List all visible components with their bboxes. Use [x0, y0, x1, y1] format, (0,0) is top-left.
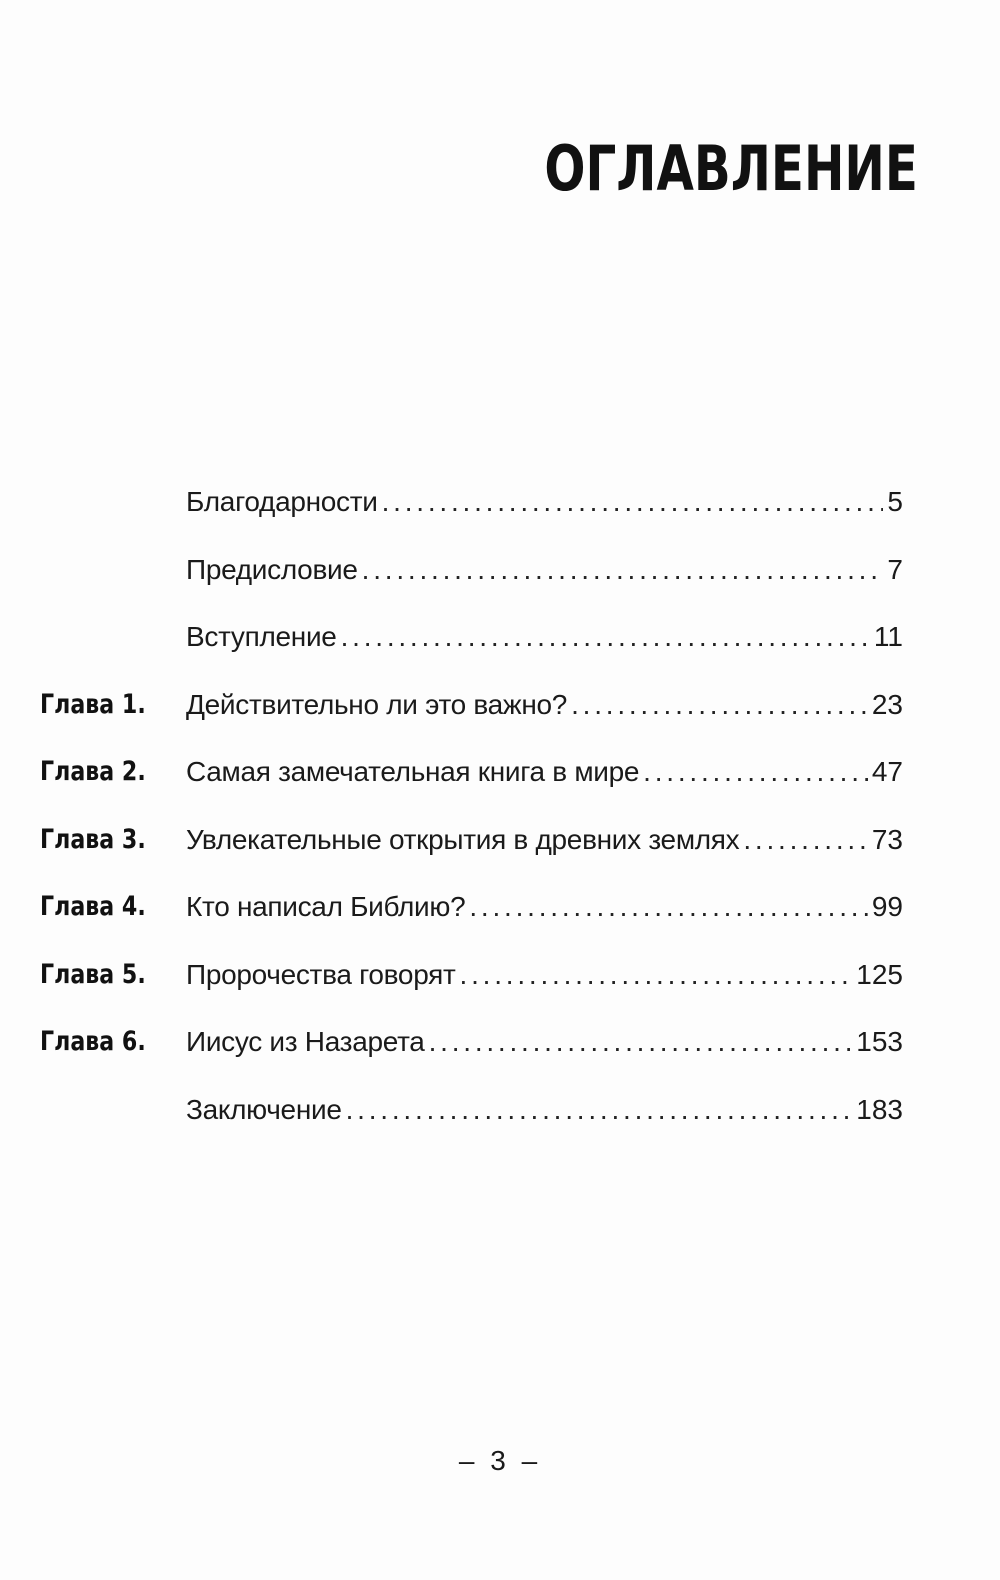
toc-entry [0, 683, 1000, 751]
toc-entry [0, 885, 1000, 953]
toc-page-number: 23 [871, 688, 903, 720]
dot-leader [429, 1020, 853, 1064]
dot-leader [743, 818, 867, 862]
toc-entry-title: Предисловие [186, 553, 358, 585]
page-number-footer: – 3 – [458, 1445, 542, 1476]
toc-entry [0, 818, 1000, 886]
dot-leader [571, 683, 868, 727]
toc-entry-line [186, 885, 903, 929]
toc-page-number: 47 [871, 756, 903, 787]
toc-page-number: 99 [871, 891, 903, 922]
toc-entry-title: Благодарности [186, 486, 378, 517]
toc-page-number: 73 [871, 823, 903, 855]
chapter-label: Глава 6. [40, 1026, 146, 1057]
toc-entry-title: Увлекательные открытия в древних землях [186, 823, 740, 855]
toc-page-number: 11 [873, 621, 903, 652]
toc-page-number: 7 [887, 553, 903, 585]
toc-entry [0, 480, 1000, 548]
dot-leader [382, 480, 884, 524]
toc-entry-title: Заключение [186, 1093, 342, 1125]
dot-leader [362, 548, 884, 592]
toc-entry-title: Действительно ли это важно? [186, 688, 568, 720]
dot-leader [643, 750, 868, 794]
dot-leader [460, 953, 853, 997]
dot-leader [346, 1088, 853, 1132]
toc-entry-line [186, 480, 903, 524]
toc-entry-line [186, 953, 903, 997]
chapter-label: Глава 5. [40, 958, 146, 990]
toc-page-number: 125 [856, 958, 903, 990]
chapter-label: Глава 4. [40, 891, 146, 922]
chapter-label: Глава 1. [40, 688, 146, 720]
toc-entry-line [186, 615, 903, 659]
toc-page-number: 5 [887, 486, 903, 517]
toc-entry-title: Кто написал Библию? [186, 891, 466, 922]
toc-entry-line [186, 750, 903, 794]
dot-leader [469, 885, 867, 929]
toc-entry [0, 750, 1000, 818]
page-title: ОГЛАВЛЕНИЕ [544, 132, 918, 205]
chapter-label: Глава 3. [40, 823, 146, 855]
dot-leader [341, 615, 870, 659]
toc-entry-line [186, 1088, 903, 1132]
toc-entry [0, 1020, 1000, 1088]
toc-entry [0, 548, 1000, 616]
toc-entry-title: Самая замечательная книга в мире [186, 756, 640, 787]
toc-entry-line [186, 683, 903, 727]
toc-entry [0, 953, 1000, 1021]
table-of-contents [0, 480, 1000, 1155]
toc-page-number: 183 [856, 1093, 903, 1125]
toc-entry-title: Пророчества говорят [186, 958, 456, 990]
toc-entry-title: Вступление [186, 621, 337, 652]
toc-entry-line [186, 1020, 903, 1064]
toc-entry-line [186, 818, 903, 862]
chapter-label: Глава 2. [40, 756, 146, 787]
toc-entry-line [186, 548, 903, 592]
toc-entry-title: Иисус из Назарета [186, 1026, 425, 1057]
toc-page-number: 153 [856, 1026, 903, 1057]
toc-entry [0, 1088, 1000, 1156]
toc-entry [0, 615, 1000, 683]
